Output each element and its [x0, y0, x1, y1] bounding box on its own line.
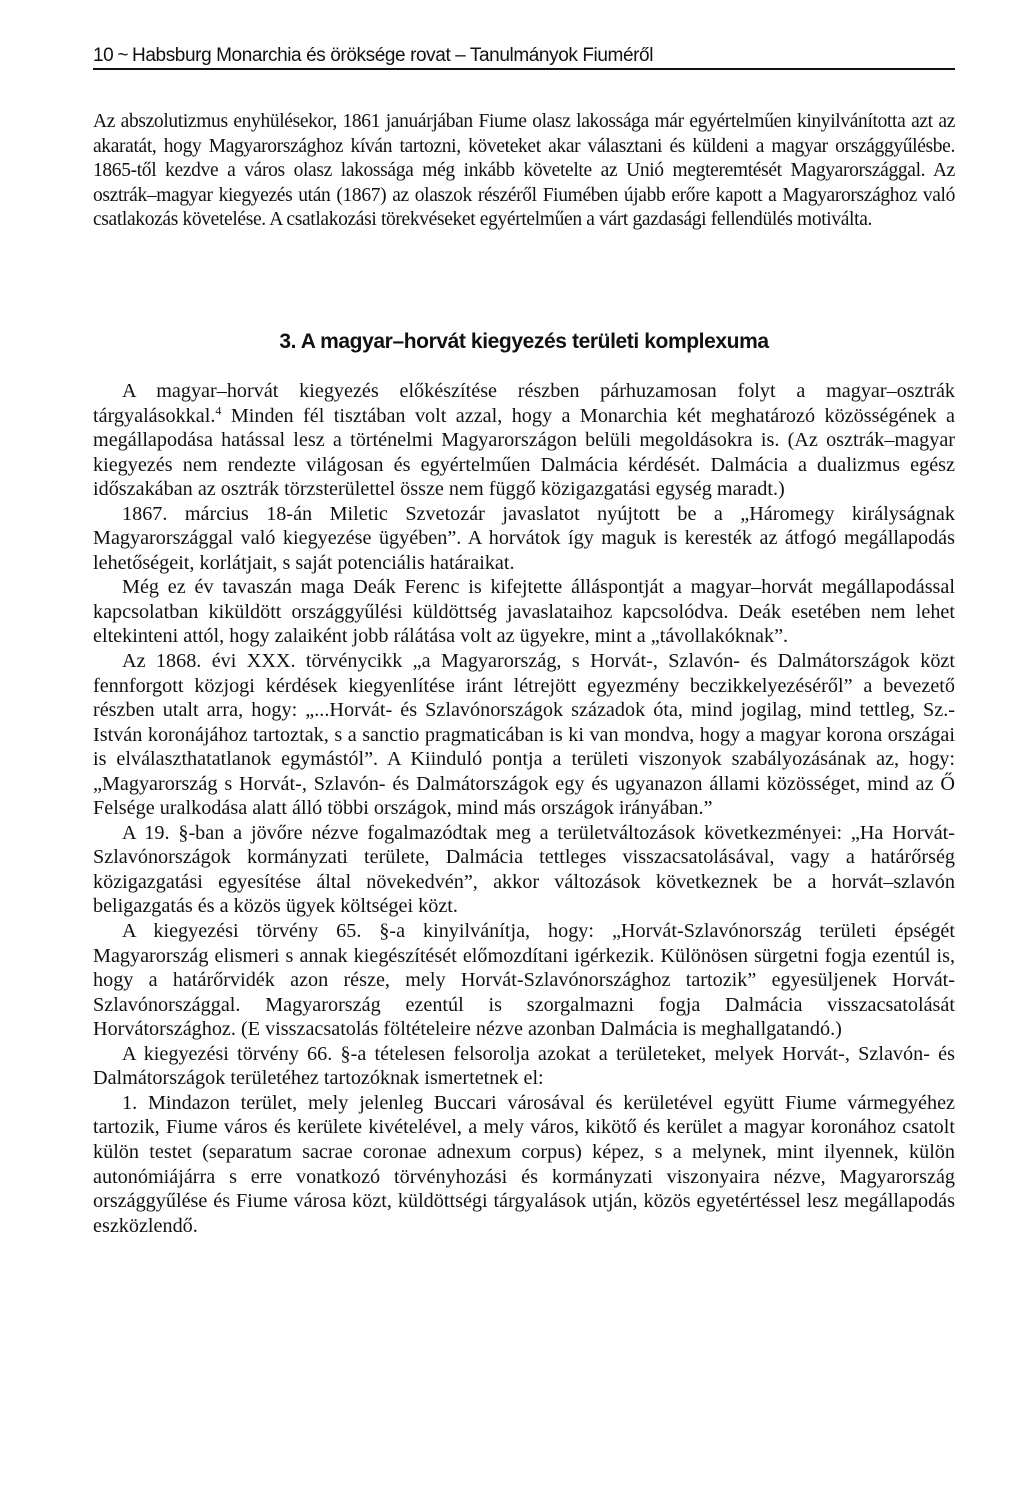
running-title: Habsburg Monarchia és öröksége rovat – Tanulmányok Fiuméről [132, 45, 654, 66]
paragraph-1 [93, 379, 955, 502]
paragraph-1-text-b: Minden fél tisztában volt azzal, hogy a Monarchia két meghatározó közösségének a megállapodása hatással lesz a történelmi Magyarországon belüli megoldásokra is. (Az osztrák–magyar kiegyezés nem rendezte világosan és egyértelműen Dalmácia kérdését. Dalmácia a dualizmus egész időszakában az osztrák törzsterülettel össze nem függő közigazgatási egység maradt.) [93, 404, 955, 501]
footnote-marker: 4 [215, 402, 222, 417]
page-number: 10 [93, 45, 114, 66]
header-rule [93, 68, 955, 70]
paragraph-5: A 19. §-ban a jövőre nézve fogalmazódtak meg a területváltozások következményei: „Ha Horvát-Szlavónországok kormányzati területe, Dalmácia tettleges visszacsatolásával, vagy a határőrség közigazgatási egyesítése által növekedvén”, akkor változások következnek be a horvát–szlavón beligazgatás és a közös ügyek költségei közt. [93, 821, 955, 918]
paragraph-8: 1. Mindazon terület, mely jelenleg Buccari városával és kerületével együtt Fiume vármegyéhez tartozik, Fiume város és kerülete kivételével, a mely város, kikötő és kerület a magyar koronához csatolt külön testet (separatum sacrae coronae adnexum corpus) képez, s a melynek, mint ilyennek, külön autonómiájárra s erre vonatkozó törvényhozási és kormányzati viszonyaira nézve, Magyarország országgyűlése és Fiume városa közt, küldöttségi tárgyalások utján, közös egyetértéssel lesz megállapodás eszközlendő. [93, 1091, 955, 1237]
paragraph-4: Az 1868. évi XXX. törvénycikk „a Magyarország, s Horvát-, Szlavón- és Dalmátországok közt fennforgott közjogi kérdések kiegyenlítése iránt létrejött egyezmény beczikkelyezéséről” a bevezető részben utalt arra, hogy: „...Horvát- és Szlavónországok századok óta, mind jogilag, mind tettleg, Sz.-István koronájához tartoztak, s a sanctio pragmaticában is ki van mondva, hogy a magyar korona országai is elválaszthatatlanok egymástól”. A Kiinduló pontja a területi viszonyok szabályozásának az, hogy: „Magyarország s Horvát-, Szlavón- és Dalmátországok egy és ugyanazon állami közösséget, mind az Ő Felsége uralkodása alatt álló többi országok, mind más országok irányában.” [93, 650, 955, 820]
paragraph-2: 1867. március 18-án Miletic Szvetozár javaslatot nyújtott be a „Háromegy királyságnak Magyarországgal való kiegyezése ügyében”. A horvátok így maguk is keresték az átfogó megállapodás lehetőségeit, korlátjait, s saját potenciális határaikat. [93, 502, 955, 574]
paragraph-3: Még ez év tavaszán maga Deák Ferenc is kifejtette álláspontját a magyar–horvát megállapodással kapcsolatban kiküldött országgyűlési küldöttség javaslataihoz kapcsolódva. Deák esetében nem lehet eltekinteni attól, hogy zalaiként jobb rálátása volt az ügyekre, mint a „távollakóknak”. [93, 576, 955, 648]
section-heading: 3. A magyar–horvát kiegyezés területi komplexuma [279, 330, 769, 353]
intro-paragraph: Az abszolutizmus enyhülésekor, 1861 januárjában Fiume olasz lakossága már egyértelműen kinyilvánította azt az akaratát, hogy Magyarországhoz kíván tartozni, követeket akar választani és küldeni a magyar országgyűlésbe. 1865-től kezdve a város olasz lakossága még inkább követelte az Unió megteremtését Magyarországgal. Az osztrák–magyar kiegyezés után (1867) az olaszok részéről Fiumében újabb erőre kapott a Magyarországhoz való csatlakozás követelése. A csatlakozási törekvéseket egyértelműen a várt gazdasági fellendülés motiválta. [93, 111, 955, 231]
intro-section [93, 110, 955, 233]
main-text [93, 379, 955, 1238]
paragraph-6: A kiegyezési törvény 65. §-a kinyilvánítja, hogy: „Horvát-Szlavónország területi épségét Magyarország elismeri s annak kiegészítését előmozdítani igérkezik. Különösen sürgetni fogja ezentúl is, hogy a határőrvidék azon része, mely Horvát-Szlavónországhoz tartozik” egyesüljenek Horvát-Szlavónországgal. Magyarország ezentúl is szorgalmazni fogja Dalmácia visszacsatolását Horvátországhoz. (E visszacsatolás föltételeire nézve azonban Dalmácia is meghallgatandó.) [93, 920, 955, 1041]
header-separator: ~ [117, 45, 129, 66]
paragraph-7: A kiegyezési törvény 66. §-a tételesen felsorolja azokat a területeket, melyek Horvát-, Szlavón- és Dalmátországok területéhez tartozóknak ismertetnek el: [93, 1042, 955, 1090]
running-header [93, 44, 955, 68]
paragraph-1-text-a: A magyar–horvát kiegyezés előkészítése részben párhuzamosan folyt a magyar–osztrák tárgyalásokkal. [93, 380, 955, 427]
